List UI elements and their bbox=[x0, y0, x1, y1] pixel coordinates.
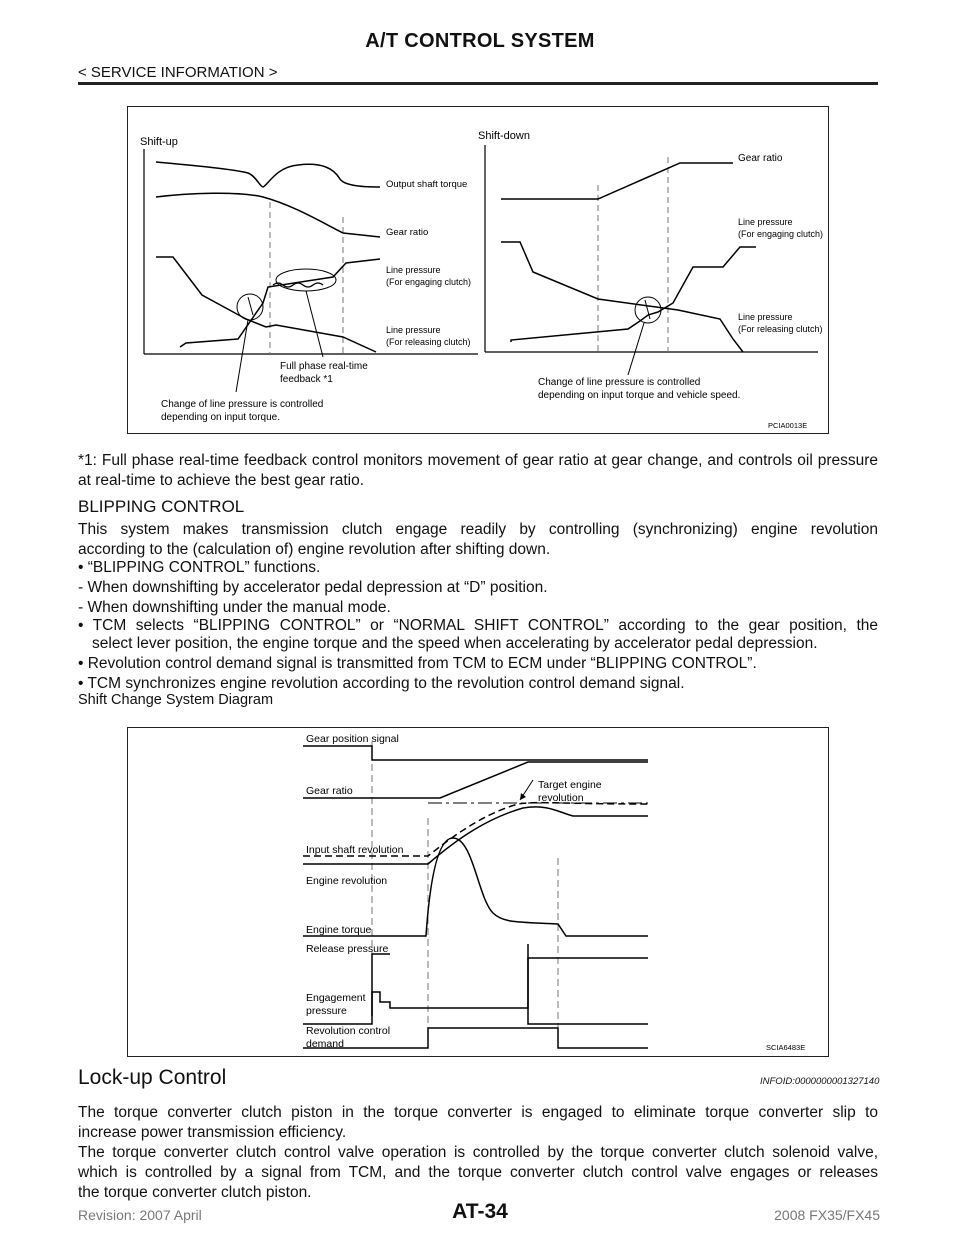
label-demand: demand bbox=[306, 1038, 344, 1050]
list-item: - When downshifting by accelerator pedal depression at “D” position. bbox=[78, 579, 548, 596]
page-title: A/T CONTROL SYSTEM bbox=[365, 30, 595, 52]
label-target-engine: Target engine bbox=[538, 779, 602, 791]
shift-down-title: Shift-down bbox=[478, 130, 530, 142]
shift-change-svg bbox=[128, 728, 828, 1056]
shift-diagram-figure bbox=[127, 106, 829, 434]
label-line-pressure-engaging-right: Line pressure bbox=[738, 217, 793, 227]
label-gear-position-signal: Gear position signal bbox=[306, 733, 399, 745]
label-engine-torque: Engine torque bbox=[306, 924, 372, 936]
label-target-revolution: revolution bbox=[538, 792, 584, 804]
callout-change-left-1: Change of line pressure is controlled bbox=[161, 399, 324, 410]
lockup-para2-line1: The torque converter clutch control valve operation is controlled by the torque converter clutch solenoid valve, bbox=[78, 1144, 878, 1161]
label-releasing-clutch-right: (For releasing clutch) bbox=[738, 324, 823, 334]
list-item: - When downshifting under the manual mode. bbox=[78, 599, 391, 616]
figure-code-2: SCIA6483E bbox=[766, 1043, 806, 1052]
figure-code-1: PCIA0013E bbox=[768, 421, 808, 430]
shift-change-diagram-figure bbox=[127, 727, 829, 1057]
label-engagement: Engagement bbox=[306, 992, 366, 1004]
callout-change-left-2: depending on input torque. bbox=[161, 412, 280, 423]
label-release-pressure: Release pressure bbox=[306, 943, 389, 955]
label-line-pressure-engaging-left: Line pressure bbox=[386, 265, 441, 275]
callout-feedback-2: feedback *1 bbox=[280, 374, 333, 385]
label-revolution-control: Revolution control bbox=[306, 1025, 391, 1037]
callout-change-right-1: Change of line pressure is controlled bbox=[538, 377, 701, 388]
header-rule bbox=[78, 82, 878, 85]
blipping-heading: BLIPPING CONTROL bbox=[78, 497, 245, 516]
label-pressure: pressure bbox=[306, 1005, 347, 1017]
blipping-intro-line1: This system makes transmission clutch engage readily by controlling (synchronizing) engine revolution bbox=[78, 521, 878, 538]
list-item: • TCM synchronizes engine revolution according to the revolution control demand signal. bbox=[78, 675, 685, 692]
lockup-heading: Lock-up Control bbox=[78, 1066, 227, 1089]
callout-feedback-1: Full phase real-time bbox=[280, 361, 368, 372]
shift-diagram-svg bbox=[128, 107, 828, 433]
label-gear-ratio-left: Gear ratio bbox=[386, 227, 429, 238]
list-item: • Revolution control demand signal is transmitted from TCM to ECM under “BLIPPING CONTROL”. bbox=[78, 655, 757, 672]
footnote-paragraph: *1: Full phase real-time feedback control monitors movement of gear ratio at gear change, and controls oil pressure at real-time to achieve the best gear ratio. bbox=[78, 452, 878, 489]
shift-up-title: Shift-up bbox=[140, 136, 178, 148]
footer-revision: Revision: 2007 April bbox=[78, 1207, 202, 1223]
tcm-select-line2: select lever position, the engine torque and the speed when accelerating by accelerator pedal depression. bbox=[92, 635, 818, 652]
footer-model: 2008 FX35/FX45 bbox=[774, 1207, 880, 1223]
lockup-para1-line1: The torque converter clutch piston in the torque converter is engaged to eliminate torque converter slip to bbox=[78, 1104, 878, 1121]
info-id: INFOID:0000000001327140 bbox=[760, 1076, 880, 1087]
callout-change-right-2: depending on input torque and vehicle speed. bbox=[538, 390, 741, 401]
tcm-select-line1: • TCM selects “BLIPPING CONTROL” or “NORMAL SHIFT CONTROL” according to the gear position, the bbox=[78, 617, 878, 634]
label-output-shaft-torque: Output shaft torque bbox=[386, 179, 468, 190]
label-engaging-clutch-left: (For engaging clutch) bbox=[386, 277, 472, 287]
label-input-shaft-revolution: Input shaft revolution bbox=[306, 844, 404, 856]
label-gear-ratio: Gear ratio bbox=[306, 785, 353, 797]
blipping-intro-line2: according to the (calculation of) engine revolution after shifting down. bbox=[78, 541, 551, 558]
label-gear-ratio-right: Gear ratio bbox=[738, 153, 783, 164]
label-releasing-clutch-left: (For releasing clutch) bbox=[386, 337, 471, 347]
lockup-para2-line2: which is controlled by a signal from TCM, and the torque converter clutch control valve engages or releases bbox=[78, 1164, 878, 1181]
list-item: • “BLIPPING CONTROL” functions. bbox=[78, 559, 321, 576]
section-subtitle: < SERVICE INFORMATION > bbox=[78, 64, 278, 81]
figure2-caption: Shift Change System Diagram bbox=[78, 692, 274, 708]
lockup-para2-line3: the torque converter clutch piston. bbox=[78, 1184, 312, 1201]
label-engine-revolution: Engine revolution bbox=[306, 875, 388, 887]
label-engaging-clutch-right: (For engaging clutch) bbox=[738, 229, 824, 239]
footer-page-number: AT-34 bbox=[452, 1200, 508, 1223]
lockup-para1-line2: increase power transmission efficiency. bbox=[78, 1124, 347, 1141]
label-line-pressure-releasing-right: Line pressure bbox=[738, 312, 793, 322]
label-line-pressure-releasing-left: Line pressure bbox=[386, 325, 441, 335]
